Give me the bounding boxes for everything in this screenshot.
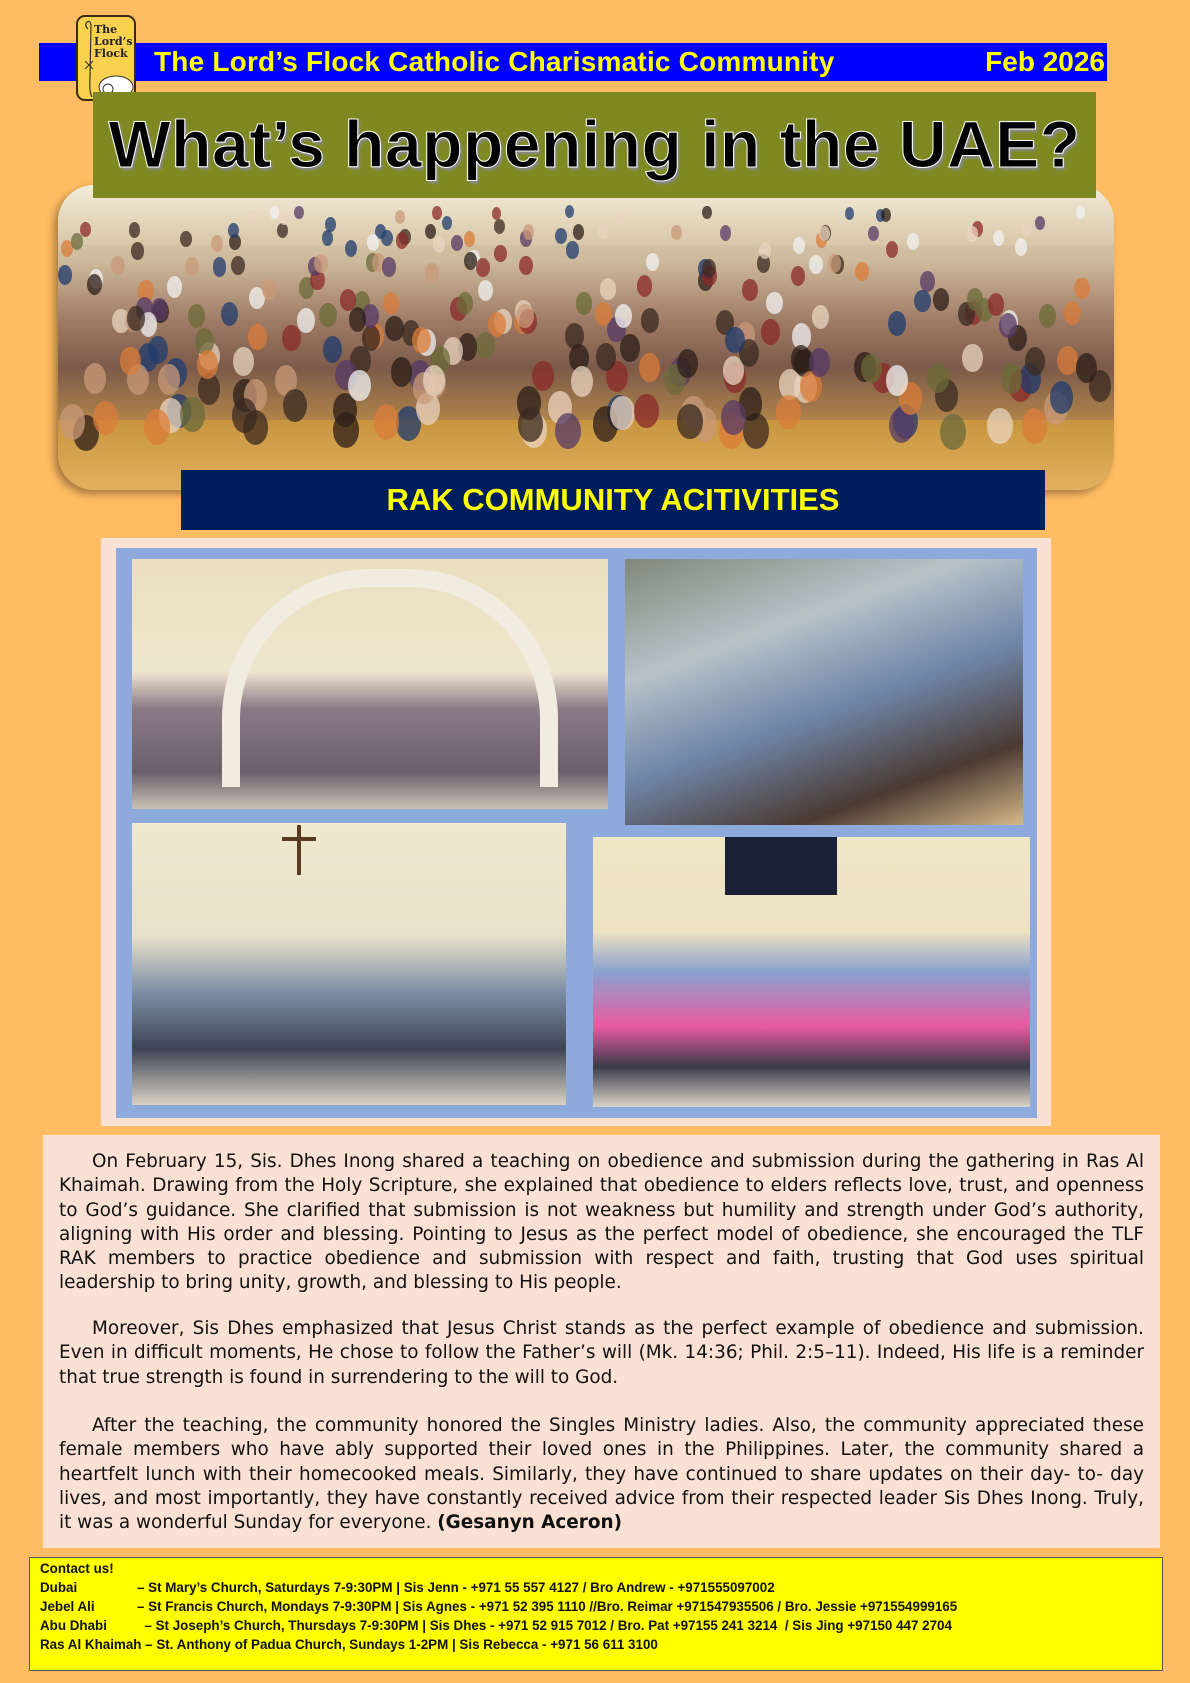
- crowd-texture: [270, 206, 280, 219]
- crowd-texture: [144, 409, 170, 445]
- article-paragraph-3: After the teaching, the community honored the Singles Ministry ladies. Also, the community appreciated these female members who have ably supported their loved ones in the Philippines. Later, the community shared a heartfelt lunch with their homecooked meals. Similarly, they have continued to share updates on their day- to- day lives, and most importantly, they have constantly received advice from their respected leader Sis Dhes Inong. Truly, it was a wonderful Sunday for everyone. (Gesanyn Aceron): [59, 1415, 1144, 1534]
- crowd-texture: [914, 290, 930, 313]
- crowd-texture: [791, 345, 812, 374]
- crowd-texture: [1050, 381, 1073, 414]
- crowd-texture: [262, 279, 277, 300]
- crowd-texture: [555, 413, 581, 449]
- crowd-texture: [425, 263, 439, 283]
- crowd-texture: [345, 240, 357, 257]
- crowd-texture: [395, 210, 405, 224]
- crowd-texture: [158, 364, 180, 395]
- crowd-texture: [131, 242, 143, 259]
- crowd-texture: [231, 256, 245, 275]
- crowd-texture: [197, 350, 218, 379]
- crowd-texture: [432, 206, 442, 220]
- contact-heading: Contact us!: [40, 1561, 114, 1576]
- crowd-texture: [886, 241, 898, 258]
- crowd-texture: [464, 252, 477, 271]
- crowd-texture: [228, 223, 239, 238]
- headline: What’s happening in the UAE?: [108, 107, 1081, 181]
- arch-shape: [222, 569, 558, 787]
- crowd-texture: [988, 293, 1004, 316]
- crowd-texture: [492, 207, 502, 221]
- article-author: (Gesanyn Aceron): [437, 1512, 622, 1534]
- crowd-texture: [868, 226, 879, 242]
- crowd-texture: [188, 304, 205, 328]
- crowd-texture: [532, 361, 554, 391]
- crowd-texture: [412, 327, 431, 354]
- crowd-texture: [721, 400, 746, 435]
- crowd-texture: [211, 235, 223, 252]
- crowd-texture: [641, 308, 659, 333]
- crowd-texture: [595, 302, 612, 326]
- crowd-texture: [248, 209, 258, 223]
- crowd-texture: [573, 224, 584, 240]
- crowd-texture: [598, 224, 609, 239]
- crowd-texture: [167, 276, 182, 297]
- crowd-texture: [93, 401, 118, 436]
- crowd-texture: [71, 233, 83, 249]
- crowd-texture: [314, 254, 327, 273]
- crowd-texture: [381, 230, 393, 246]
- crowd-texture: [120, 347, 141, 376]
- crowd-texture: [60, 404, 85, 439]
- crowd-texture: [348, 370, 370, 401]
- crowd-texture: [221, 302, 238, 326]
- crowd-texture: [1015, 238, 1027, 255]
- crowd-texture: [294, 206, 304, 219]
- headline-box: [93, 92, 1096, 198]
- section-title: RAK COMMUNITY ACITIVITIES: [386, 482, 840, 517]
- crowd-texture: [1064, 301, 1081, 325]
- crowd-texture: [881, 208, 891, 222]
- crowd-texture: [962, 344, 982, 373]
- crowd-texture: [993, 230, 1005, 246]
- crowd-texture: [927, 363, 949, 394]
- logo-text: The Lord’s Flock: [94, 23, 133, 60]
- crowd-texture: [279, 211, 289, 225]
- crowd-texture: [809, 348, 830, 377]
- crowd-texture: [616, 211, 626, 225]
- crowd-texture: [1001, 363, 1023, 394]
- crowd-texture: [476, 258, 490, 277]
- crowd-texture: [58, 265, 72, 285]
- crowd-texture: [1039, 304, 1056, 328]
- crowd-texture: [759, 242, 771, 259]
- crowd-texture: [702, 206, 712, 219]
- crowd-texture: [742, 279, 757, 301]
- crowd-texture: [488, 312, 506, 337]
- crowd-texture: [987, 408, 1012, 444]
- crowd-texture: [322, 230, 334, 246]
- crowd-texture: [565, 205, 575, 218]
- lords-flock-logo: [76, 15, 136, 101]
- crowd-texture: [776, 395, 800, 429]
- crowd-texture: [516, 304, 533, 328]
- contact-row-abu-dhabi: Abu Dhabi – St Joseph’s Church, Thursdays 7-9:30PM | Sis Dhes - +971 52 915 7012 / Bro. Pat +97155 241 3214 / Sis Jing +97150 447 2704: [40, 1618, 952, 1633]
- crowd-texture: [233, 347, 254, 376]
- crowd-texture: [610, 396, 635, 430]
- crowd-texture: [933, 288, 949, 311]
- crowd-texture: [425, 224, 436, 239]
- crowd-texture: [677, 349, 698, 378]
- crowd-texture: [478, 280, 493, 302]
- crowd-texture: [383, 292, 399, 315]
- crowd-texture: [1076, 353, 1097, 383]
- crowd-texture: [84, 363, 106, 394]
- photo-collage: [116, 548, 1037, 1118]
- crowd-texture: [907, 233, 919, 249]
- crowd-texture: [615, 304, 632, 328]
- crowd-texture: [382, 257, 396, 276]
- crowd-texture: [671, 225, 682, 241]
- contact-row-dubai: Dubai – St Mary’s Church, Saturdays 7-9:30PM | Sis Jenn - +971 55 557 4127 / Bro Andrew - +971555097002: [40, 1580, 775, 1595]
- issue-date: Feb 2026: [985, 46, 1105, 77]
- crowd-texture: [812, 305, 829, 329]
- crowd-texture: [129, 222, 140, 237]
- crowd-texture: [319, 303, 336, 327]
- crowd-texture: [571, 366, 593, 397]
- crowd-texture: [519, 256, 533, 275]
- crowd-texture: [1025, 347, 1046, 376]
- crowd-texture: [385, 316, 403, 342]
- crowd-texture: [828, 254, 841, 273]
- crowd-texture: [1022, 408, 1047, 444]
- crowd-texture: [967, 226, 978, 242]
- contact-row-jebel-ali: Jebel Ali – St Francis Church, Mondays 7-9:30PM | Sis Agnes - +971 52 395 1110 //Bro. Reimar +971547935506 / Bro. Jessie +971554999165: [40, 1599, 958, 1614]
- collage-photo-arch-group: [132, 559, 608, 809]
- crowd-texture: [855, 262, 869, 282]
- article-body: [43, 1135, 1160, 1548]
- crowd-texture: [920, 271, 935, 292]
- crowd-texture: [555, 228, 566, 244]
- crowd-texture: [451, 235, 463, 252]
- crowd-texture: [111, 256, 125, 275]
- crowd-texture: [720, 225, 731, 241]
- crowd-texture: [845, 207, 855, 221]
- crowd: [58, 185, 1114, 490]
- collage-photo-praise: [132, 823, 566, 1105]
- crowd-texture: [1074, 278, 1089, 299]
- article-paragraph-2: Moreover, Sis Dhes emphasized that Jesus Christ stands as the perfect example of obedience and submission. Even in difficult moments, He chose to follow the Father’s will (Mk. 14:36; Phil. 2:5–11). Indeed, His life is a reminder that true strength is found in surrendering to the will to God.: [59, 1318, 1144, 1388]
- crowd-texture: [148, 336, 168, 364]
- crowd-texture: [374, 404, 399, 439]
- collage-photo-lunch: [625, 559, 1023, 825]
- community-name: The Lord’s Flock Catholic Charismatic Community: [154, 46, 835, 77]
- crowd-texture: [677, 404, 702, 439]
- article-paragraph-1: On February 15, Sis. Dhes Inong shared a teaching on obedience and submission during the gathering in Ras Al Khaimah. Drawing from the Holy Scripture, she explained that obedience to elders reflects love, trust, and openness to God’s guidance. She clarified that submission is not weakness but humility and strength under God’s authority, aligning with His order and blessing. Pointing to Jesus as the perfect model of obedience, she encouraged the TLF RAK members to practice obedience and submission with respect and faith, trusting that God uses spiritual leadership to bring unity, growth, and blessing to His people.: [59, 1151, 1144, 1294]
- crowd-texture: [283, 389, 307, 423]
- crowd-texture: [1076, 206, 1086, 219]
- crowd-texture: [639, 353, 660, 383]
- crowd-texture: [1035, 216, 1045, 231]
- crowd-texture: [634, 394, 658, 428]
- crowd-texture: [457, 292, 473, 315]
- crowd-texture: [494, 245, 507, 263]
- crowd-texture: [646, 253, 659, 272]
- crowd-texture: [886, 365, 908, 396]
- crowd-texture: [809, 255, 823, 274]
- crucifix-icon: [297, 825, 301, 875]
- crowd-texture: [1021, 222, 1032, 237]
- crowd-texture: [494, 219, 505, 234]
- crowd-texture: [213, 257, 227, 276]
- crowd-texture: [180, 397, 205, 431]
- crowd-texture: [391, 357, 412, 387]
- crowd-texture: [464, 231, 476, 247]
- contact-box: [29, 1557, 1163, 1671]
- crowd-texture: [180, 231, 192, 247]
- crowd-texture: [297, 308, 315, 333]
- crowd-texture: [761, 319, 779, 345]
- crowd-texture: [333, 412, 359, 448]
- crowd-texture: [442, 216, 452, 231]
- contact-row-ras-al-khaimah: Ras Al Khaimah – St. Anthony of Padua Church, Sundays 1-2PM | Sis Rebecca - +971 56 611 3100: [40, 1637, 658, 1652]
- crowd-texture: [396, 232, 408, 248]
- crowd-texture: [277, 223, 288, 238]
- crowd-texture: [637, 275, 652, 296]
- section-title-bar: [181, 470, 1045, 530]
- crowd-texture: [940, 414, 966, 450]
- crowd-texture: [248, 324, 267, 350]
- header-banner: [39, 43, 1107, 81]
- crowd-texture: [725, 327, 744, 354]
- crowd-texture: [323, 336, 343, 364]
- crowd-texture: [791, 266, 805, 286]
- crowd-texture: [185, 257, 199, 276]
- crowd-texture: [127, 306, 145, 331]
- crowd-texture: [888, 311, 906, 336]
- collage-photo-singles-ladies: [593, 837, 1030, 1107]
- crowd-texture: [793, 237, 805, 254]
- tv-screen: [725, 837, 837, 895]
- crowd-texture: [243, 410, 269, 446]
- crowd-texture: [1057, 346, 1078, 375]
- crowd-texture: [999, 313, 1017, 338]
- crowd-texture: [766, 292, 782, 315]
- hero-group-photo: [58, 185, 1114, 490]
- crowd-texture: [87, 274, 102, 295]
- crowd-texture: [523, 224, 534, 239]
- crowd-texture: [433, 236, 445, 253]
- crowd-texture: [282, 325, 301, 351]
- crowd-texture: [600, 278, 615, 299]
- crowd-texture: [576, 292, 592, 315]
- crowd-texture: [367, 234, 379, 251]
- crowd-texture: [566, 241, 578, 258]
